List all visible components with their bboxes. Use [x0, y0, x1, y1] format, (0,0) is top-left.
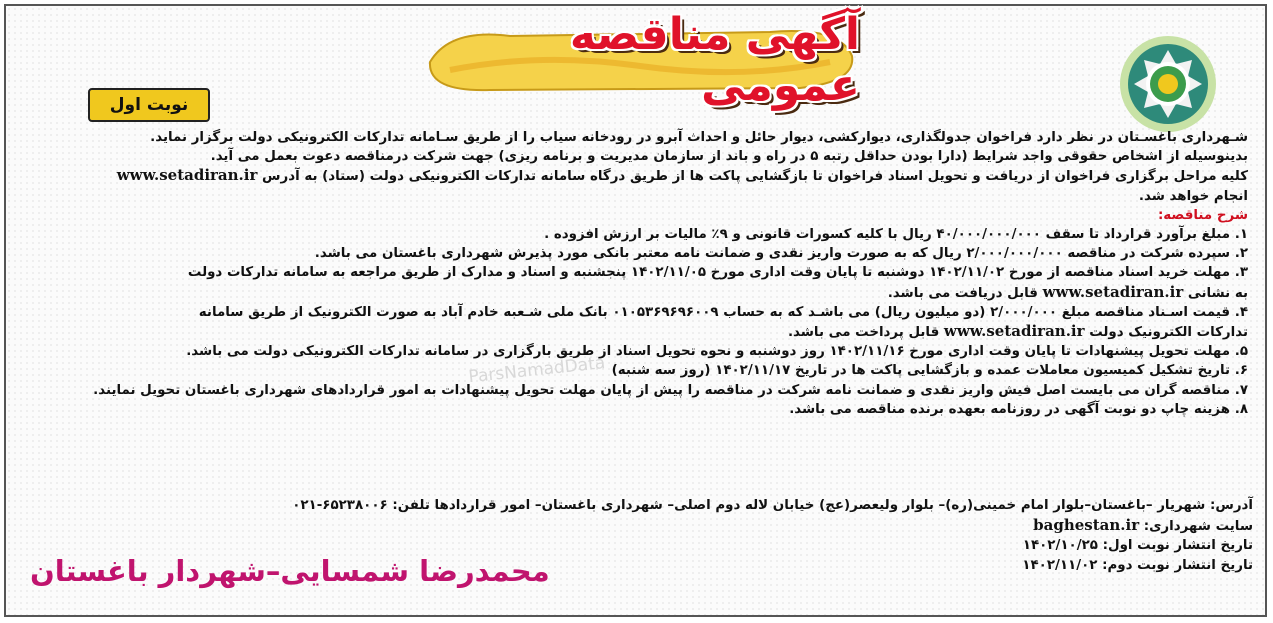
municipality-emblem-icon — [1118, 34, 1218, 134]
mayor-signature: محمدرضا شمسایی–شهردار باغستان — [30, 554, 550, 588]
setad-link[interactable]: www.setadiran.ir — [116, 166, 258, 185]
term-item: ۳. مهلت خرید اسناد مناقصه از مورخ ۱۴۰۲/۱۱/۰۲ دوشنبه تا پایان وقت اداری مورخ ۱۴۰۲/۱۱/۰۵ پنجشنبه و اسناد و مدارک از طریق مراجعه به سامانه تدارکات دولت — [187, 265, 1248, 281]
term-item — [12, 322, 1248, 342]
second-publication-date: تاریخ انتشار نوبت دوم: ۱۴۰۲/۱۱/۰۲ — [1022, 557, 1253, 573]
notice-body — [12, 128, 1248, 508]
term-text: به نشانی — [1187, 285, 1248, 301]
intro-line: انجام خواهد شد. — [1138, 188, 1248, 204]
term-text: قابل پرداخت می باشد. — [787, 325, 940, 341]
term-item: ۸. هزینه چاپ دو نوبت آگهی در روزنامه بعهده برنده مناقصه می باشد. — [789, 401, 1248, 417]
setad-link[interactable]: www.setadiran.ir — [943, 322, 1085, 341]
intro-line — [12, 166, 1248, 186]
term-item: ۲. سپرده شرکت در مناقصه ۲/۰۰۰/۰۰۰/۰۰۰ ریال که به صورت واریز نقدی و ضمانت نامه معتبر بانکی مورد پذیرش شهرداری باغستان می باشد. — [314, 246, 1248, 262]
term-text: تدارکات الکترونیک دولت — [1089, 325, 1248, 341]
terms-heading: شرح مناقصه: — [1157, 207, 1248, 223]
intro-line: شـهرداری باغسـتان در نظر دارد فراخوان جدولگذاری، دیوارکشی، دیوار حائل و احداث آبرو در رودخانه سیاب را از طریق سـامانه تدارکات الکترونیکی دولت برگزار نماید. — [150, 130, 1248, 145]
term-item: ۷. مناقصه گران می بایست اصل فیش واریز نقدی و ضمانت نامه شرکت در مناقصه را پیش از پایان مهلت تحویل پیشنهادات به امور قراردادهای شهرداری باغستان تحویل نمایند. — [93, 382, 1248, 398]
address: آدرس: شهریار –باغستان–بلوار امام خمینی(ره)– بلوار ولیعصر(عج) خیابان لاله دوم اصلی– شهرداری باغستان– امور قراردادها تلفن: ۶۵۲۳۸۰۰۶-۰۲۱ — [292, 498, 1253, 513]
website-line — [353, 516, 1253, 537]
intro-line: بدینوسیله از اشخاص حقوقی واجد شرایط (دارا بودن حداقل رتبه ۵ در راه و باند از سازمان مدیریت و برنامه ریزی) جهت شرکت درمناقصه دعوت بعمل می آید. — [210, 149, 1248, 165]
term-item: ۵. مهلت تحویل پیشنهادات تا پایان وقت اداری مورخ ۱۴۰۲/۱۱/۱۶ روز دوشنبه و نحوه تحویل اسناد از طریق بارگزاری در سامانه تدارکات الکترونیکی دولت می باشد. — [186, 344, 1248, 360]
term-text: قابل دریافت می باشد. — [887, 285, 1038, 301]
term-item — [12, 283, 1248, 303]
website-link[interactable]: baghestan.ir — [1033, 515, 1140, 534]
watermark: ParsNamadData — [467, 353, 607, 388]
intro-text: کلیه مراحل برگزاری فراخوان از دریافت و تحویل اسناد فراخوان تا بازگشایی پاکت ها از طریق درگاه سامانه تدارکات الکترونیکی دولت (ستاد) به آدرس — [262, 169, 1248, 185]
page-title: آگهی مناقصه عمومی — [569, 9, 860, 111]
setad-link[interactable]: www.setadiran.ir — [1042, 282, 1184, 301]
term-item: ۱. مبلغ برآورد قرارداد تا سقف ۴۰/۰۰۰/۰۰۰/۰۰۰ ریال با کلیه کسورات قانونی و ۹٪ مالیات بر ارزش افزوده . — [544, 227, 1248, 243]
round-badge: نوبت اول — [88, 88, 210, 122]
term-item: ۶. تاریخ تشکیل کمیسیون معاملات عمده و بازگشایی پاکت ها در تاریخ ۱۴۰۲/۱۱/۱۷ (روز سه شنبه) — [611, 363, 1248, 379]
term-item: ۴. قیمت اسـناد مناقصه مبلغ ۲/۰۰۰/۰۰۰ (دو میلیون ریال) می باشـد که به حساب ۰۱۰۵۳۶۹۶۹۶۰۰۹ بانک ملی شـعبه خادم آباد به صورت الکترونیک از طریق سامانه — [198, 304, 1248, 320]
website-label: سایت شهرداری: — [1143, 518, 1253, 534]
first-publication-date: تاریخ انتشار نوبت اول: ۱۴۰۲/۱۰/۲۵ — [1022, 538, 1253, 554]
